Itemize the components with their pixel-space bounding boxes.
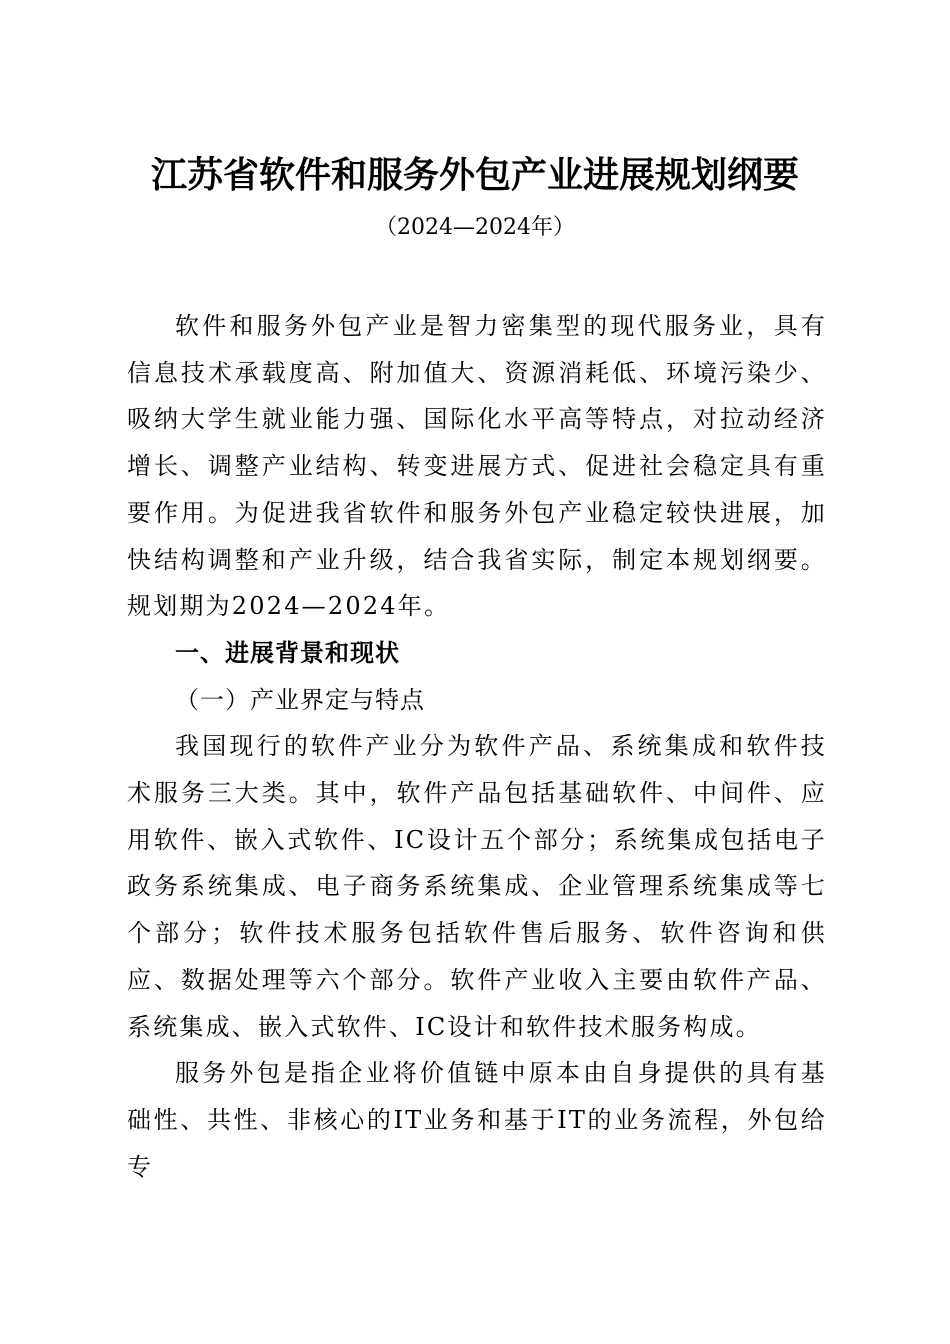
section-heading: 一、进展背景和现状 (175, 638, 400, 667)
document-body (127, 303, 827, 1190)
document-title: 江苏省软件和服务外包产业进展规划纲要 (150, 154, 799, 196)
body-paragraph-software-industry: 我国现行的软件产业分为软件产品、系统集成和软件技术服务三大类。其中，软件产品包括基础软件、中间件、应用软件、嵌入式软件、IC设计五个部分；系统集成包括电子政务系统集成、电子商务系统集成、企业管理系统集成等七个部分；软件技术服务包括软件售后服务、软件咨询和供应、数据处理等六个部分。软件产业收入主要由软件产品、系统集成、嵌入式软件、IC设计和软件技术服务构成。 (127, 732, 827, 1041)
intro-paragraph: 软件和服务外包产业是智力密集型的现代服务业，具有信息技术承载度高、附加值大、资源消耗低、环境污染少、吸纳大学生就业能力强、国际化水平高等特点，对拉动经济增长、调整产业结构、转变进展方式、促进社会稳定具有重要作用。为促进我省软件和服务外包产业稳定较快进展，加快结构调整和产业升级，结合我省实际，制定本规划纲要。规划期为2024—2024年。 (127, 312, 827, 621)
subsection-heading: （一）产业界定与特点 (175, 685, 425, 714)
body-paragraph-service-outsourcing: 服务外包是指企业将价值链中原本由自身提供的具有基础性、共性、非核心的IT业务和基于IT的业务流程，外包给专 (127, 1059, 827, 1181)
document-subtitle: （2024—2024年） (375, 215, 575, 240)
